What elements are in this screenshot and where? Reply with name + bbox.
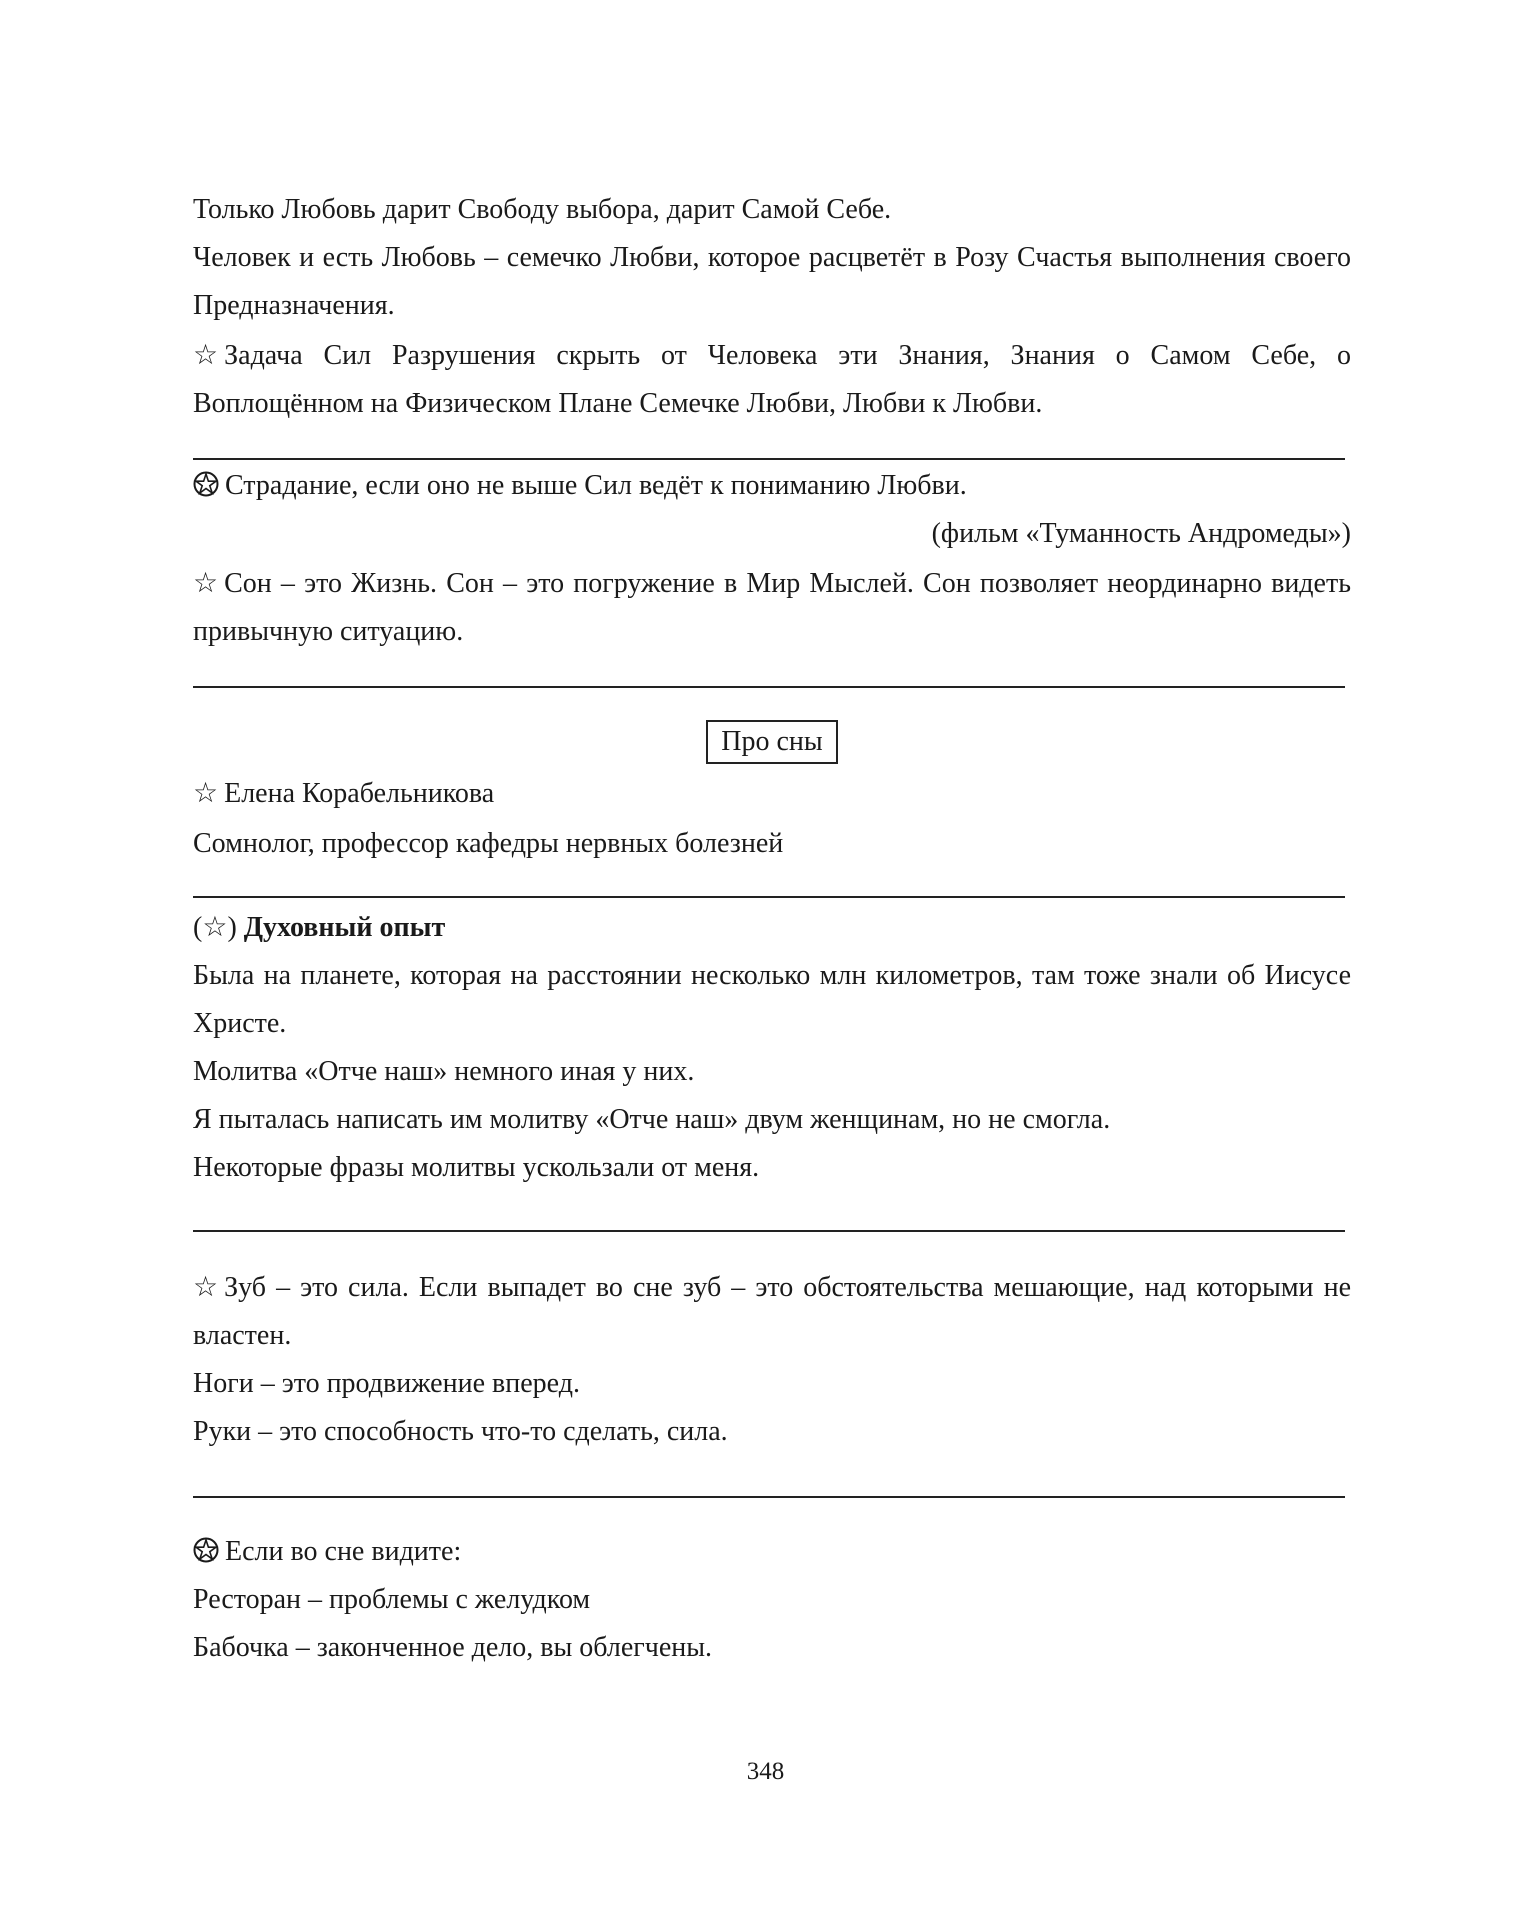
- paragraph-love-freedom: Только Любовь дарит Свободу выбора, дарит Самой Себе.: [193, 194, 892, 225]
- paragraph-restaurant: Ресторан – проблемы с желудком: [193, 1584, 591, 1615]
- heading-paren-open: (: [193, 912, 203, 943]
- divider: [193, 896, 1345, 898]
- paragraph-sleep-is-life-text: Сон – это Жизнь. Сон – это погружение в Мир Мыслей. Сон позволяет неординарно видеть привычную ситуацию.: [193, 568, 1351, 647]
- white-star-icon: ☆: [193, 778, 219, 809]
- divider: [193, 1230, 1345, 1232]
- paragraph-destruction-forces: [193, 332, 1351, 428]
- paragraph-sleep-is-life: [193, 560, 1351, 656]
- white-star-icon: ☆: [193, 1272, 219, 1303]
- quote-suffering: [193, 462, 1351, 510]
- divider: [193, 458, 1345, 460]
- author-name-text: Елена Корабельникова: [224, 778, 495, 809]
- quote-source: (фильм «Туманность Андромеды»): [931, 518, 1351, 549]
- paragraph-prayer-different: Молитва «Отче наш» немного иная у них.: [193, 1056, 695, 1087]
- section-title-wrap: [193, 718, 1351, 766]
- white-star-icon: ☆: [193, 568, 219, 599]
- circled-pentagram-icon: [193, 1528, 219, 1576]
- author-role: Сомнолог, профессор кафедры нервных болезней: [193, 828, 784, 859]
- paragraph-if-you-see-text: Если во сне видите:: [225, 1536, 462, 1567]
- paragraph-hands: Руки – это способность что-то сделать, сила.: [193, 1416, 728, 1447]
- paragraph-tried-write: Я пыталась написать им молитву «Отче наш» двум женщинам, но не смогла.: [193, 1104, 1111, 1135]
- circled-pentagram-icon: [193, 462, 219, 510]
- paragraph-legs: Ноги – это продвижение вперед.: [193, 1368, 580, 1399]
- paragraph-tooth-text: Зуб – это сила. Если выпадет во сне зуб – это обстоятельства мешающие, над которыми не властен.: [193, 1272, 1351, 1351]
- divider: [193, 1496, 1345, 1498]
- white-star-icon: ☆: [193, 340, 219, 371]
- paragraph-planet: Была на планете, которая на расстоянии несколько млн километров, там тоже знали об Иисусе Христе.: [193, 960, 1351, 1039]
- section-title-box: Про сны: [706, 720, 837, 764]
- page-number: 348: [746, 1758, 785, 1785]
- heading-paren-close: ): [227, 912, 237, 943]
- paragraph-human-is-love: Человек и есть Любовь – семечко Любви, которое расцветёт в Розу Счастья выполнения своего Предназначения.: [193, 242, 1351, 321]
- paragraph-if-you-see: [193, 1528, 1351, 1576]
- divider: [193, 686, 1345, 688]
- section-heading-spiritual: [193, 904, 1351, 952]
- author-name: [193, 770, 1351, 818]
- white-star-icon: ☆: [202, 912, 228, 943]
- heading-text: Духовный опыт: [243, 912, 446, 943]
- quote-suffering-text: Страдание, если оно не выше Сил ведёт к пониманию Любви.: [225, 470, 967, 501]
- paragraph-phrases-slipped: Некоторые фразы молитвы ускользали от меня.: [193, 1152, 760, 1183]
- paragraph-tooth: [193, 1264, 1351, 1360]
- paragraph-butterfly: Бабочка – законченное дело, вы облегчены.: [193, 1632, 713, 1663]
- page-content: [193, 186, 1351, 1672]
- paragraph-destruction-forces-text: Задача Сил Разрушения скрыть от Человека эти Знания, Знания о Самом Себе, о Воплощённом на Физическом Плане Семечке Любви, Любви к Любви.: [193, 340, 1351, 419]
